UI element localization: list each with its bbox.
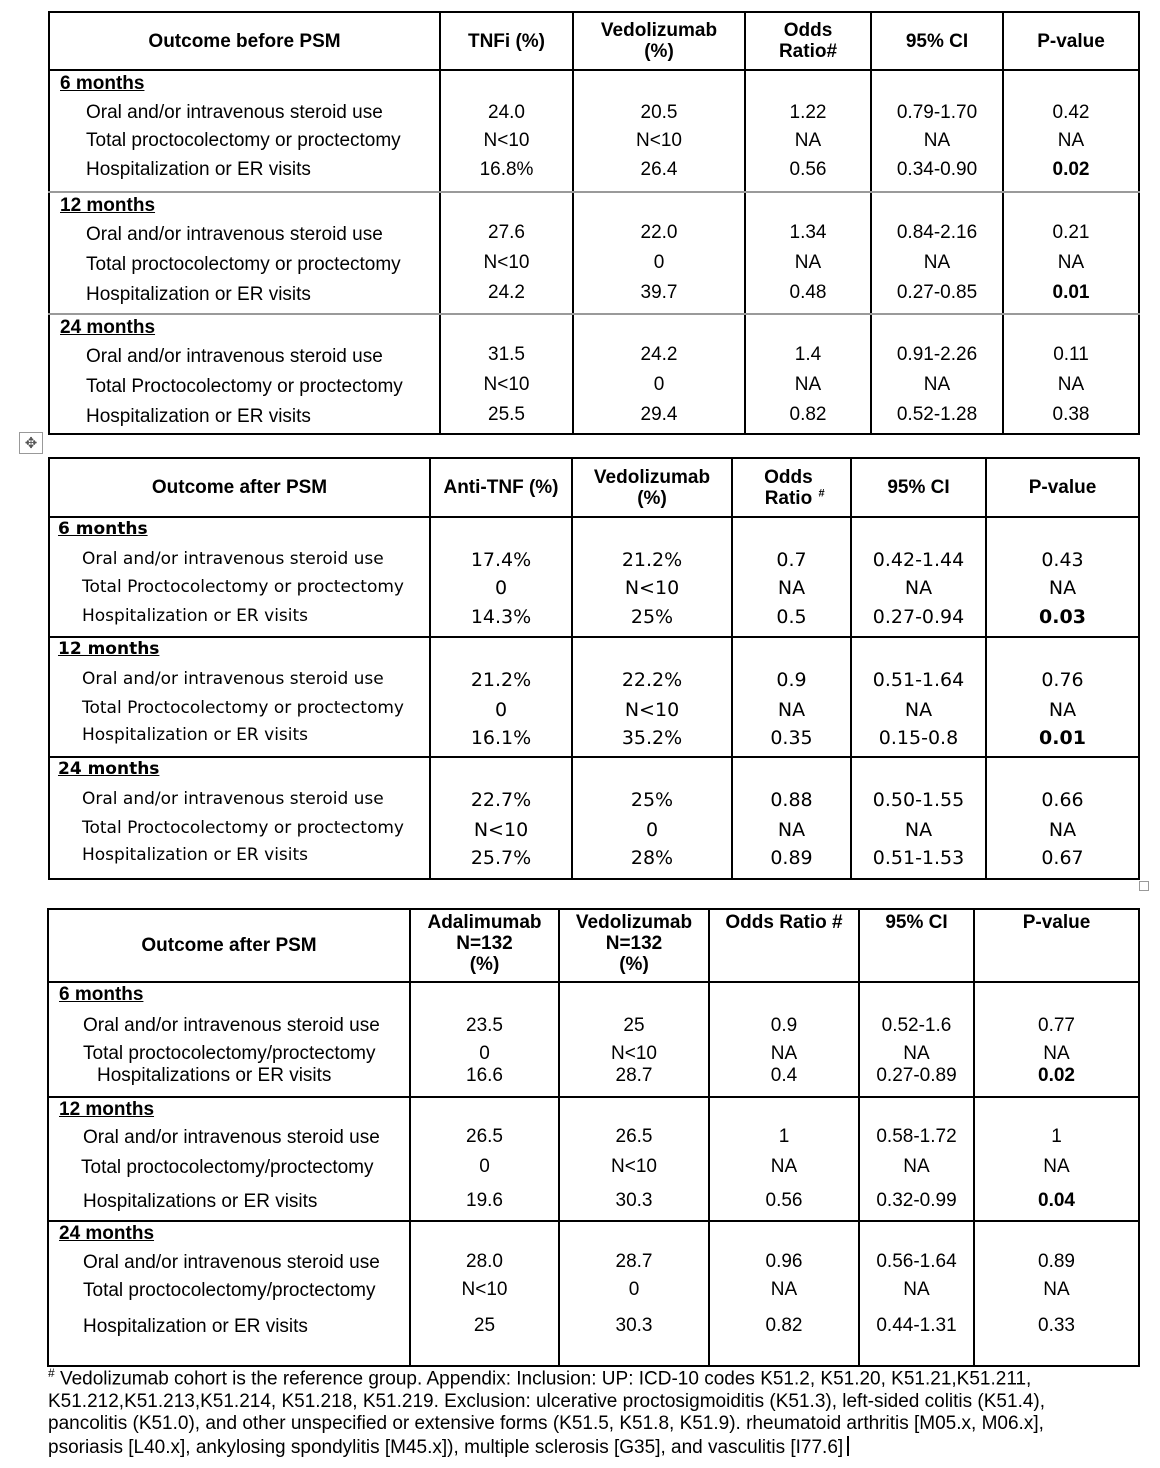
vedo-values <box>559 1097 709 1221</box>
cell: 21.2% <box>470 669 532 691</box>
cell: 0.27-0.85 <box>896 282 978 303</box>
vedo-values <box>573 314 745 434</box>
cell: N<10 <box>461 1279 508 1300</box>
or-values <box>732 757 851 879</box>
cell: NA <box>770 1156 798 1177</box>
col-header-pvalue: P-value <box>974 909 1139 982</box>
cell: 30.3 <box>615 1190 653 1211</box>
cell: 0.27-0.89 <box>876 1065 957 1086</box>
cell: 0.48 <box>789 282 827 303</box>
cell: 0.32-0.99 <box>876 1190 957 1211</box>
cell: 26.4 <box>640 159 678 180</box>
table-row-group-24m <box>48 1221 1139 1366</box>
cell: 25 <box>623 1015 645 1036</box>
cell: 0.02 <box>1052 159 1090 180</box>
cell: 29.4 <box>640 404 678 425</box>
cell: 0.96 <box>765 1251 803 1272</box>
table-before-psm <box>48 11 1140 435</box>
cell: 0.89 <box>1038 1251 1075 1272</box>
or-values <box>732 517 851 637</box>
cell: 0 <box>494 577 508 599</box>
cell: 0.56-1.64 <box>876 1251 957 1272</box>
group-label: 24 months <box>58 759 160 779</box>
cell: NA <box>923 252 951 273</box>
cell: 28.7 <box>615 1251 653 1272</box>
cell: 1.34 <box>789 222 827 243</box>
table-after-psm-anti-tnf <box>48 457 1140 880</box>
col-header-outcome: Outcome before PSM <box>49 12 440 70</box>
cell: 0.77 <box>1038 1015 1075 1036</box>
cell: NA <box>923 130 951 151</box>
outcome-label: Total Proctocolectomy or proctectomy <box>82 818 404 838</box>
table-resize-handle-icon[interactable] <box>1139 881 1149 891</box>
cell: 0.84-2.16 <box>896 222 978 243</box>
cell: 0.91-2.26 <box>896 344 978 365</box>
cell: 0.11 <box>1053 344 1089 365</box>
cell: 25.7% <box>470 847 532 869</box>
or-values <box>709 1097 859 1221</box>
cell: 0 <box>479 1156 490 1177</box>
cell: N<10 <box>624 577 680 599</box>
cell: 0 <box>653 252 665 273</box>
outcome-label: Oral and/or intravenous steroid use <box>86 346 383 367</box>
table-row-group-24m <box>49 757 1139 879</box>
pvalue-values <box>1003 70 1139 192</box>
cell: 23.5 <box>466 1015 503 1036</box>
col-header-pvalue: P-value <box>1003 12 1139 70</box>
cell: 26.5 <box>466 1126 503 1147</box>
cell: 0 <box>494 699 508 721</box>
ci-values <box>851 517 986 637</box>
cell: 0.42-1.44 <box>872 549 965 571</box>
cell: NA <box>903 1279 930 1300</box>
cell: 0 <box>653 374 665 395</box>
cell: NA <box>1048 819 1077 841</box>
text-cursor <box>847 1436 849 1456</box>
cell: NA <box>904 819 933 841</box>
anti-tnf-values <box>430 517 572 637</box>
cell: 0.15-0.8 <box>878 727 959 749</box>
footnote-line: psoriasis [L40.x], ankylosing spondylitis [M45.x]), multiple sclerosis [G35], and vasculitis [I77.6] <box>48 1436 1148 1460</box>
vedo-values <box>572 757 732 879</box>
group-cell-24m <box>48 1221 410 1366</box>
cell: N<10 <box>483 252 530 273</box>
cell: 1.22 <box>789 102 827 123</box>
group-cell-24m <box>49 314 440 434</box>
cell: NA <box>1057 374 1085 395</box>
outcome-label: Oral and/or intravenous steroid use <box>83 1252 380 1273</box>
outcome-label: Total proctocolectomy or proctectomy <box>86 130 401 151</box>
or-values <box>745 314 871 434</box>
group-label: 12 months <box>58 639 160 659</box>
cell: 0.43 <box>1041 549 1084 571</box>
cell: 0.82 <box>765 1315 803 1336</box>
or-values <box>709 1221 859 1366</box>
anti-tnf-values <box>430 637 572 757</box>
cell: 0.51-1.53 <box>872 847 965 869</box>
outcome-label: Oral and/or intravenous steroid use <box>86 224 383 245</box>
cell: 0.7 <box>776 549 807 571</box>
or-values <box>745 70 871 192</box>
tnfi-values <box>440 314 573 434</box>
cell: 0.27-0.94 <box>872 606 965 628</box>
col-header-odds-ratio: Odds Ratio# <box>745 12 871 70</box>
cell: 24.0 <box>488 102 525 123</box>
pvalue-values <box>986 517 1139 637</box>
outcome-label: Hospitalization or ER visits <box>82 845 309 865</box>
table-move-handle-icon[interactable]: ✥ <box>19 432 43 454</box>
cell: N<10 <box>624 699 680 721</box>
cell: NA <box>903 1156 930 1177</box>
outcome-label: Hospitalizations or ER visits <box>83 1191 318 1212</box>
ci-values <box>859 1097 974 1221</box>
col-header-vedolizumab: Vedolizumab N=132 (%) <box>559 909 709 982</box>
cell: NA <box>1048 577 1077 599</box>
outcome-label: Oral and/or intravenous steroid use <box>82 549 384 569</box>
table-row-group-6m <box>48 982 1139 1097</box>
outcome-label: Total Proctocolectomy or proctectomy <box>86 376 403 397</box>
col-header-ci: 95% CI <box>871 12 1003 70</box>
outcome-label: Total Proctocolectomy or proctectomy <box>82 577 404 597</box>
cell: 35.2% <box>621 727 683 749</box>
cell: 0.67 <box>1041 847 1084 869</box>
cell: 16.8% <box>479 159 534 180</box>
cell: 0.82 <box>789 404 827 425</box>
footnote-marker: # <box>48 1366 55 1380</box>
cell: N<10 <box>611 1156 657 1177</box>
cell: 1 <box>778 1126 790 1147</box>
cell: 27.6 <box>488 222 525 243</box>
cell: 0.9 <box>776 669 807 691</box>
outcome-label: Total proctocolectomy/proctectomy <box>83 1280 376 1301</box>
cell: 31.5 <box>488 344 525 365</box>
pvalue-values <box>974 1097 1139 1221</box>
col-header-ci: 95% CI <box>851 458 986 517</box>
cell: 1.4 <box>794 344 822 365</box>
cell: 0.56 <box>789 159 827 180</box>
col-header-pvalue: P-value <box>986 458 1139 517</box>
cell: NA <box>777 577 806 599</box>
pvalue-values <box>1003 314 1139 434</box>
outcome-label: Total proctocolectomy or proctectomy <box>86 254 401 275</box>
cell: 0.58-1.72 <box>876 1126 957 1147</box>
cell: 0.34-0.90 <box>896 159 978 180</box>
cell: NA <box>794 130 822 151</box>
col-header-vedolizumab: Vedolizumab (%) <box>573 12 745 70</box>
cell: 21.2% <box>621 549 683 571</box>
cell: 0.33 <box>1038 1315 1075 1336</box>
footnote-line: pancolitis (K51.0), and other unspecified or extensive forms (K51.5, K51.8, K51.9). rheumatoid arthritis [M05.x, M06.x], <box>48 1413 1044 1435</box>
cell: N<10 <box>483 374 530 395</box>
cell: N<10 <box>473 819 529 841</box>
pvalue-values <box>974 982 1139 1097</box>
cell: NA <box>794 374 822 395</box>
cell: 22.2% <box>621 669 683 691</box>
group-label: 24 months <box>59 1223 155 1244</box>
cell: N<10 <box>483 130 530 151</box>
cell: NA <box>1043 1156 1070 1177</box>
pvalue-values <box>1003 192 1139 314</box>
cell: 24.2 <box>488 282 525 303</box>
cell: NA <box>1057 130 1085 151</box>
cell: 16.6 <box>466 1065 503 1086</box>
cell: NA <box>1048 699 1077 721</box>
outcome-label: Hospitalization or ER visits <box>82 606 309 626</box>
group-label: 24 months <box>60 317 156 338</box>
vedo-values <box>573 192 745 314</box>
vedo-values <box>572 637 732 757</box>
cell: NA <box>1057 252 1085 273</box>
cell: NA <box>903 1043 930 1064</box>
cell: NA <box>777 699 806 721</box>
outcome-label: Total Proctocolectomy or proctectomy <box>82 698 404 718</box>
ci-values <box>859 982 974 1097</box>
cell: 39.7 <box>640 282 678 303</box>
tnfi-values <box>440 70 573 192</box>
cell: 0.01 <box>1052 282 1090 303</box>
cell: 0.03 <box>1039 606 1086 628</box>
group-cell-6m <box>49 517 430 637</box>
cell: 0 <box>479 1043 490 1064</box>
cell: 25% <box>630 606 674 628</box>
cell: NA <box>794 252 822 273</box>
cell: 0.52-1.6 <box>881 1015 952 1036</box>
outcome-label: Hospitalizations or ER visits <box>97 1065 332 1086</box>
pvalue-values <box>986 637 1139 757</box>
anti-tnf-values <box>430 757 572 879</box>
cell: NA <box>904 577 933 599</box>
table-header-row <box>48 909 1139 982</box>
cell: 19.6 <box>466 1190 503 1211</box>
footnote-line: K51.212,K51.213,K51.214, K51.218, K51.219. Exclusion: ulcerative proctosigmoiditis (K51.3), left-sided colitis (K51.4), <box>48 1390 1046 1412</box>
outcome-label: Hospitalization or ER visits <box>86 159 311 180</box>
cell: 20.5 <box>640 102 678 123</box>
footnote-line: # Vedolizumab cohort is the reference group. Appendix: Inclusion: UP: ICD-10 codes K51.2, K51.20, K51.21,K51.211, <box>48 1366 1032 1390</box>
or-values <box>745 192 871 314</box>
cell: NA <box>777 819 806 841</box>
cell: NA <box>770 1043 798 1064</box>
pvalue-values <box>986 757 1139 879</box>
or-values <box>732 637 851 757</box>
ci-values <box>871 314 1003 434</box>
cell: 0.21 <box>1052 222 1090 243</box>
table-row-group-12m <box>49 192 1139 314</box>
table-header-row <box>49 458 1139 517</box>
group-label: 12 months <box>60 195 156 216</box>
ci-values <box>851 637 986 757</box>
pvalue-values <box>974 1221 1139 1366</box>
group-cell-6m <box>48 982 410 1097</box>
table-header-row <box>49 12 1139 70</box>
group-cell-24m <box>49 757 430 879</box>
cell: 0.89 <box>770 847 813 869</box>
outcome-label: Oral and/or intravenous steroid use <box>86 102 383 123</box>
table-row-group-12m <box>48 1097 1139 1221</box>
cell: 0.66 <box>1041 789 1084 811</box>
cell: 0.38 <box>1052 404 1090 425</box>
group-cell-12m <box>49 637 430 757</box>
cell: 0.02 <box>1038 1065 1075 1086</box>
cell: NA <box>770 1279 798 1300</box>
cell: 28.0 <box>466 1251 503 1272</box>
cell: 14.3% <box>470 606 532 628</box>
table-row-group-6m <box>49 517 1139 637</box>
cell: NA <box>1043 1043 1070 1064</box>
cell: 0.79-1.70 <box>896 102 978 123</box>
ci-values <box>859 1221 974 1366</box>
cell: 25% <box>630 789 674 811</box>
col-header-ci: 95% CI <box>859 909 974 982</box>
group-label: 6 months <box>60 73 145 94</box>
outcome-label: Oral and/or intravenous steroid use <box>82 789 384 809</box>
table-row-group-12m <box>49 637 1139 757</box>
col-header-tnfi: TNFi (%) <box>440 12 573 70</box>
col-header-outcome: Outcome after PSM <box>48 909 410 982</box>
cell: 25.5 <box>488 404 525 425</box>
outcome-label: Oral and/or intravenous steroid use <box>83 1015 380 1036</box>
outcome-label: Hospitalization or ER visits <box>86 284 311 305</box>
group-label: 6 months <box>58 519 148 539</box>
cell: 1 <box>1051 1126 1062 1147</box>
group-cell-12m <box>49 192 440 314</box>
col-header-odds-ratio: Odds Ratio # <box>732 458 851 517</box>
group-cell-12m <box>48 1097 410 1221</box>
col-header-adalimumab: Adalimumab N=132 (%) <box>410 909 559 982</box>
outcome-label: Total proctocolectomy/proctectomy <box>81 1157 374 1178</box>
ci-values <box>871 70 1003 192</box>
outcome-label: Oral and/or intravenous steroid use <box>82 669 384 689</box>
group-label: 6 months <box>59 984 144 1005</box>
cell: 22.0 <box>640 222 678 243</box>
outcome-label: Hospitalization or ER visits <box>86 406 311 427</box>
ada-values <box>410 1097 559 1221</box>
col-header-anti-tnf: Anti-TNF (%) <box>430 458 572 517</box>
cell: 0.44-1.31 <box>876 1315 957 1336</box>
cell: 28.7 <box>615 1065 653 1086</box>
cell: 22.7% <box>470 789 532 811</box>
cell: 24.2 <box>640 344 678 365</box>
cell: 0.35 <box>770 727 813 749</box>
outcome-label: Hospitalization or ER visits <box>82 725 309 745</box>
tnfi-values <box>440 192 573 314</box>
table-after-psm-adalimumab <box>47 908 1140 1367</box>
cell: 26.5 <box>615 1126 653 1147</box>
vedo-values <box>572 517 732 637</box>
cell: 0.9 <box>770 1015 798 1036</box>
cell: 0 <box>628 1279 640 1300</box>
cell: 0.56 <box>765 1190 803 1211</box>
vedo-values <box>559 982 709 1097</box>
table-row-group-6m <box>49 70 1139 192</box>
cell: 0.50-1.55 <box>872 789 965 811</box>
cell: 16.1% <box>470 727 532 749</box>
outcome-label: Hospitalization or ER visits <box>83 1316 308 1337</box>
vedo-values <box>559 1221 709 1366</box>
cell: 30.3 <box>615 1315 653 1336</box>
cell: NA <box>923 374 951 395</box>
table-row-group-24m <box>49 314 1139 434</box>
outcome-label: Total proctocolectomy/proctectomy <box>83 1043 376 1064</box>
cell: 0.42 <box>1052 102 1090 123</box>
outcome-label: Oral and/or intravenous steroid use <box>83 1127 380 1148</box>
cell: N<10 <box>636 130 682 151</box>
col-header-outcome: Outcome after PSM <box>49 458 430 517</box>
cell: 17.4% <box>470 549 532 571</box>
cell: 0.51-1.64 <box>872 669 965 691</box>
cell: 28% <box>630 847 674 869</box>
cell: 25 <box>473 1315 496 1336</box>
col-header-odds-ratio: Odds Ratio # <box>709 909 859 982</box>
ada-values <box>410 1221 559 1366</box>
cell: N<10 <box>611 1043 657 1064</box>
cell: 0.76 <box>1041 669 1084 691</box>
group-label: 12 months <box>59 1099 155 1120</box>
cell: 0.4 <box>770 1065 798 1086</box>
ci-values <box>871 192 1003 314</box>
group-cell-6m <box>49 70 440 192</box>
footnote <box>48 1362 1148 1459</box>
cell: 0.5 <box>776 606 807 628</box>
cell: 0 <box>645 819 659 841</box>
cell: NA <box>904 699 933 721</box>
or-values <box>709 982 859 1097</box>
col-header-vedolizumab: Vedolizumab (%) <box>572 458 732 517</box>
cell: 0.01 <box>1039 727 1086 749</box>
vedo-values <box>573 70 745 192</box>
cell: 0.04 <box>1038 1190 1075 1211</box>
ada-values <box>410 982 559 1097</box>
cell: 0.52-1.28 <box>896 404 978 425</box>
ci-values <box>851 757 986 879</box>
cell: NA <box>1043 1279 1070 1300</box>
cell: 0.88 <box>770 789 813 811</box>
